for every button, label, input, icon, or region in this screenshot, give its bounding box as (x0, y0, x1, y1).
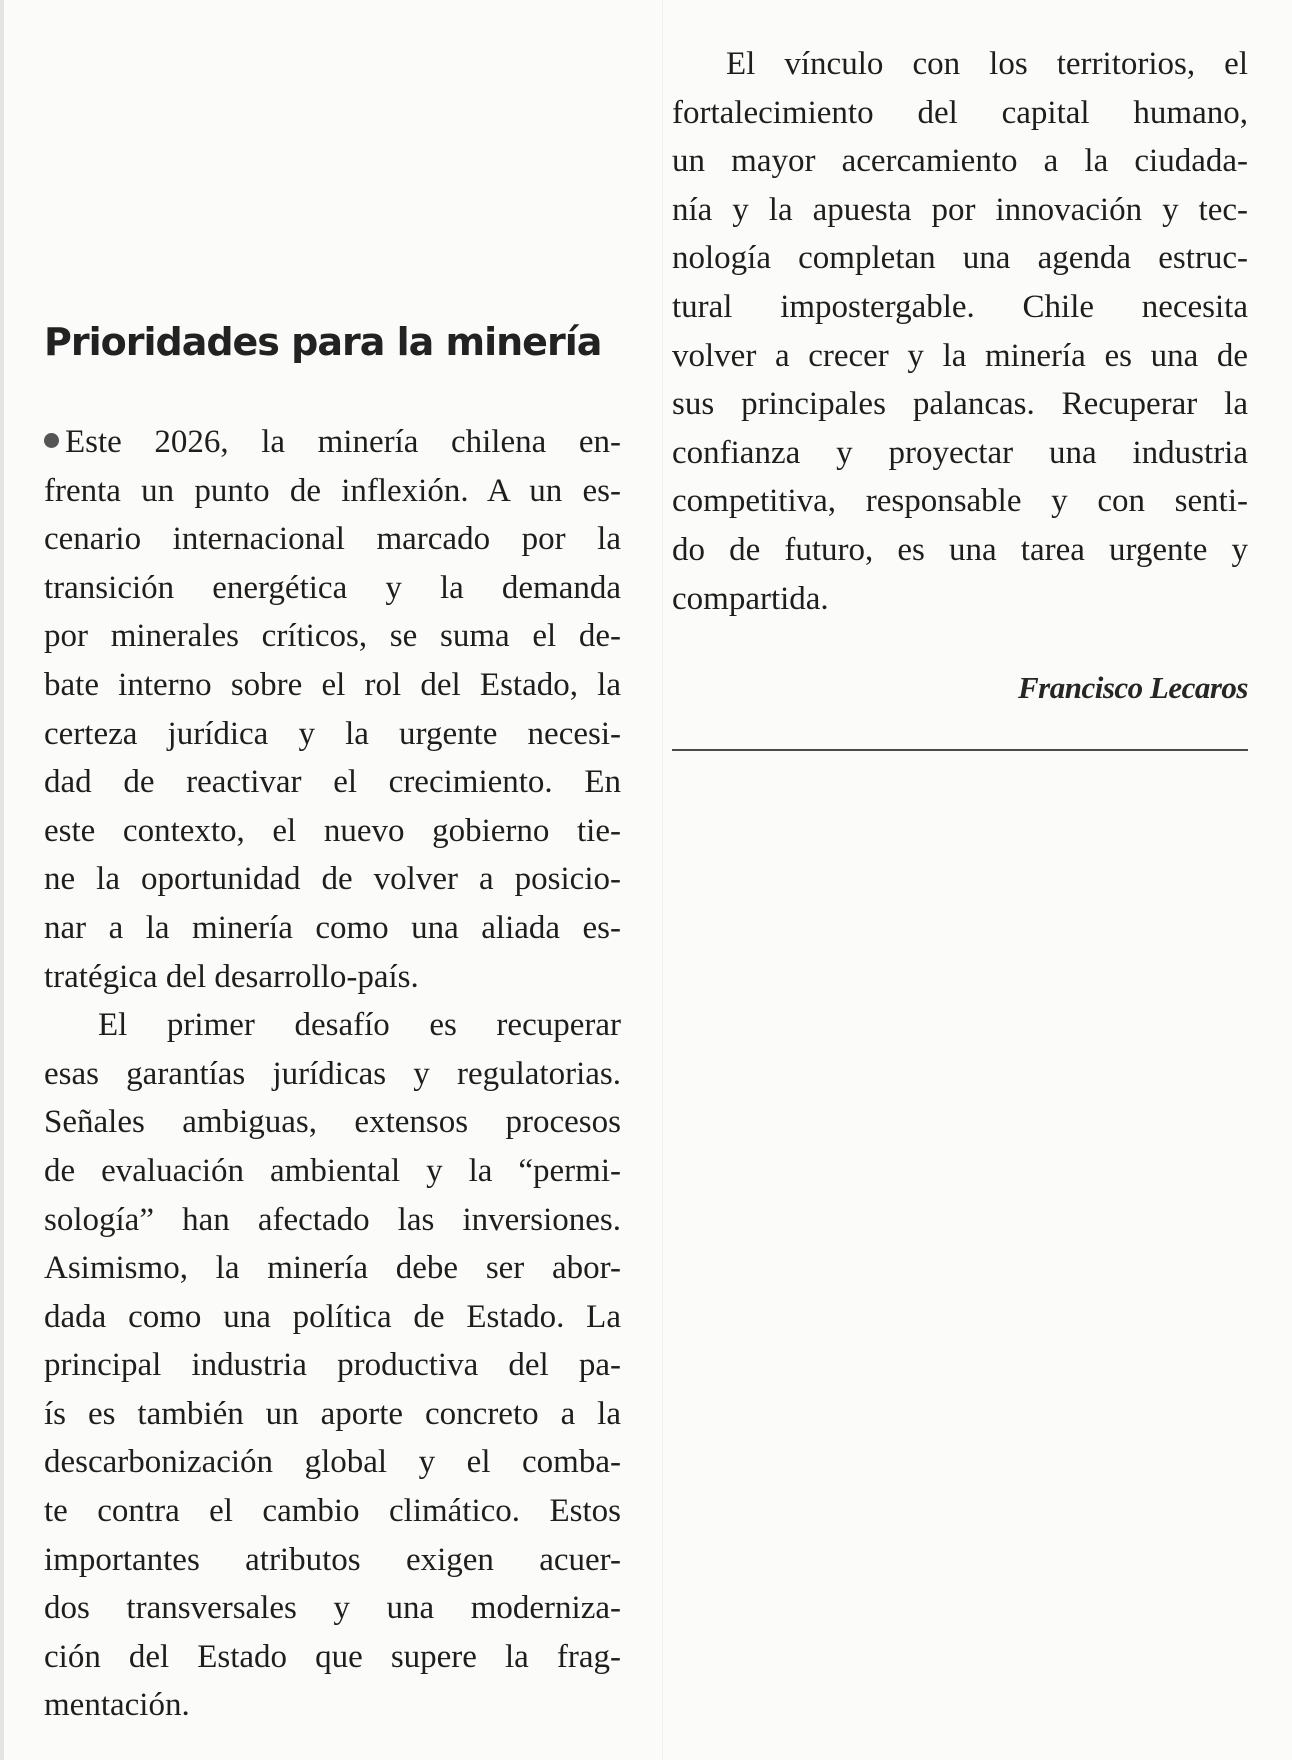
column-gutter (662, 0, 663, 1760)
page-edge-shadow (0, 0, 4, 1760)
body-line: volver a crecer y la minería es una de (672, 337, 1248, 374)
body-line: Asimismo, la minería debe ser abor- (44, 1250, 621, 1287)
body-line: ís es también un aporte concreto a la (44, 1395, 621, 1432)
body-line: Este 2026, la minería chilena en- (44, 418, 621, 467)
right-column (672, 40, 1248, 623)
body-line: este contexto, el nuevo gobierno tie- (44, 812, 621, 849)
body-line: El vínculo con los territorios, el (726, 46, 1248, 82)
body-line: dos transversales y una moderniza- (44, 1590, 621, 1627)
end-rule (672, 749, 1248, 751)
body-line: descarbonización global y el comba- (44, 1444, 621, 1481)
body-line: sus principales palancas. Recuperar la (672, 386, 1248, 423)
bullet-icon (44, 433, 59, 448)
body-line: de evaluación ambiental y la “permi- (44, 1152, 621, 1189)
body-line: dad de reactivar el crecimiento. En (44, 764, 621, 801)
body-line: cenario internacional marcado por la (44, 521, 621, 558)
body-line: competitiva, responsable y con senti- (672, 483, 1248, 520)
body-line: do de futuro, es una tarea urgente y (672, 531, 1248, 568)
body-line: mentación. (44, 1687, 190, 1724)
body-line: nología completan una agenda estruc- (672, 240, 1248, 277)
body-line: Señales ambiguas, extensos procesos (44, 1104, 621, 1141)
body-line: por minerales críticos, se suma el de- (44, 618, 621, 655)
body-line: ción del Estado que supere la frag- (44, 1638, 621, 1675)
body-line: un mayor acercamiento a la ciudada- (672, 143, 1248, 180)
body-line: bate interno sobre el rol del Estado, la (44, 666, 621, 703)
body-line: ne la oportunidad de volver a posicio- (44, 861, 621, 898)
body-line: transición energética y la demanda (44, 569, 621, 606)
left-column (44, 418, 621, 1730)
body-line: El primer desafío es recuperar (98, 1007, 621, 1044)
headline: Prioridades para la minería (44, 320, 602, 364)
body-line: certeza jurídica y la urgente necesi- (44, 715, 621, 752)
body-line: confianza y proyectar una industria (672, 434, 1248, 471)
body-line: compartida. (672, 580, 829, 617)
body-line: sología” han afectado las inversiones. (44, 1201, 621, 1238)
body-line: esas garantías jurídicas y regulatorias. (44, 1055, 621, 1092)
body-line: fortalecimiento del capital humano, (672, 94, 1248, 131)
body-line: dada como una política de Estado. La (44, 1298, 621, 1335)
body-line: principal industria productiva del pa- (44, 1347, 621, 1384)
body-line: frenta un punto de inflexión. A un es- (44, 472, 621, 509)
body-line: te contra el cambio climático. Estos (44, 1493, 621, 1530)
body-line: importantes atributos exigen acuer- (44, 1541, 621, 1578)
body-line: tratégica del desarrollo-país. (44, 958, 419, 995)
body-line: nar a la minería como una aliada es- (44, 909, 621, 946)
author-signature: Francisco Lecaros (1017, 670, 1248, 705)
body-line: nía y la apuesta por innovación y tec- (672, 191, 1248, 228)
body-line: tural impostergable. Chile necesita (672, 288, 1248, 325)
